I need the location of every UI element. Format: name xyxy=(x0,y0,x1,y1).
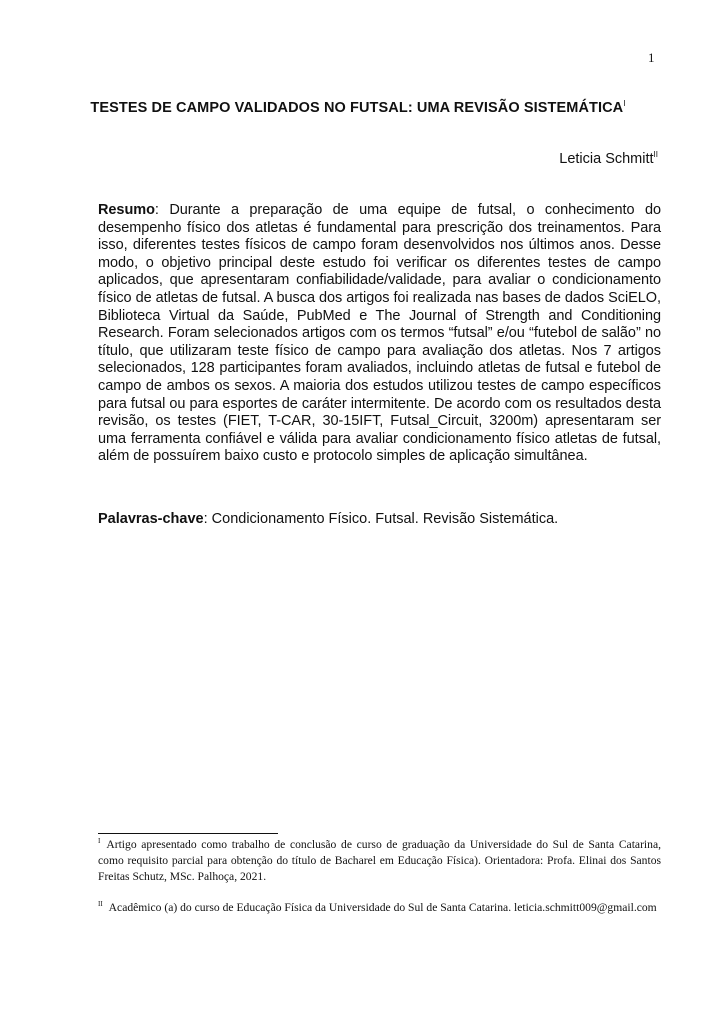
footnote-divider xyxy=(98,833,278,834)
keywords-label: Palavras-chave xyxy=(98,511,204,527)
paper-title-text: TESTES DE CAMPO VALIDADOS NO FUTSAL: UMA REVISÃO SISTEMÁTICA xyxy=(90,100,624,116)
keywords-text: : Condicionamento Físico. Futsal. Revisão Sistemática. xyxy=(203,511,559,527)
footnote-1 xyxy=(98,837,661,885)
author-name-text: Leticia Schmitt xyxy=(559,151,654,167)
author-footnote-mark: II xyxy=(653,150,658,160)
footnote-1-text: Artigo apresentado como trabalho de conclusão de curso de graduação da Universidade do Sul de Santa Catarina, como requisito parcial para obtenção do título de Bacharel em Educação Física). Orientadora: Profa. Elinai dos Santos Freitas Schutz, MSc. Palhoça, 2021. xyxy=(98,838,661,883)
paper-title xyxy=(0,100,716,116)
page-number: 1 xyxy=(648,50,655,65)
footnote-2 xyxy=(98,900,661,916)
keywords xyxy=(98,511,661,529)
footnote-1-mark: I xyxy=(98,837,101,846)
title-footnote-mark: I xyxy=(623,99,626,109)
author-name xyxy=(559,151,658,167)
abstract xyxy=(98,202,661,466)
abstract-text: : Durante a preparação de uma equipe de futsal, o conhecimento do desempenho físico dos atletas é fundamental para prescrição dos treinamentos. Para isso, diferentes testes físicos de campo foram desenvolvidos nos últimos anos. Desse modo, o objetivo principal deste estudo foi verificar os diferentes testes de campo aplicados, que apresentaram confiabilidade/validade, para avaliar o condicionamento físico de atletas de futsal. A busca dos artigos foi realizada nas bases de dados SciELO, Biblioteca Virtual da Saúde, PubMed e The Journal of Strength and Conditioning Research. Foram selecionados artigos com os termos “futsal” e/ou “futebol de salão” no título, que utilizaram teste físico de campo para avaliação dos atletas. Nos 7 artigos selecionados, 128 participantes foram avaliados, incluindo atletas de futsal e futebol de campo de ambos os sexos. A maioria dos estudos utilizou testes de campo específicos para futsal ou para esportes de caráter intermitente. De acordo com os resultados desta revisão, os testes (FIET, T-CAR, 30-15IFT, Futsal_Circuit, 3200m) apresentaram ser uma ferramenta confiável e válida para avaliar condicionamento físico atletas de futsal, além de possuírem baixo custo e protocolo simples de aplicação simultânea. xyxy=(98,202,661,465)
abstract-label: Resumo xyxy=(98,202,155,218)
footnote-2-mark: II xyxy=(98,900,103,909)
footnote-2-text: Acadêmico (a) do curso de Educação Física da Universidade do Sul de Santa Catarina. leticia.schmitt009@gmail.com xyxy=(108,901,657,914)
